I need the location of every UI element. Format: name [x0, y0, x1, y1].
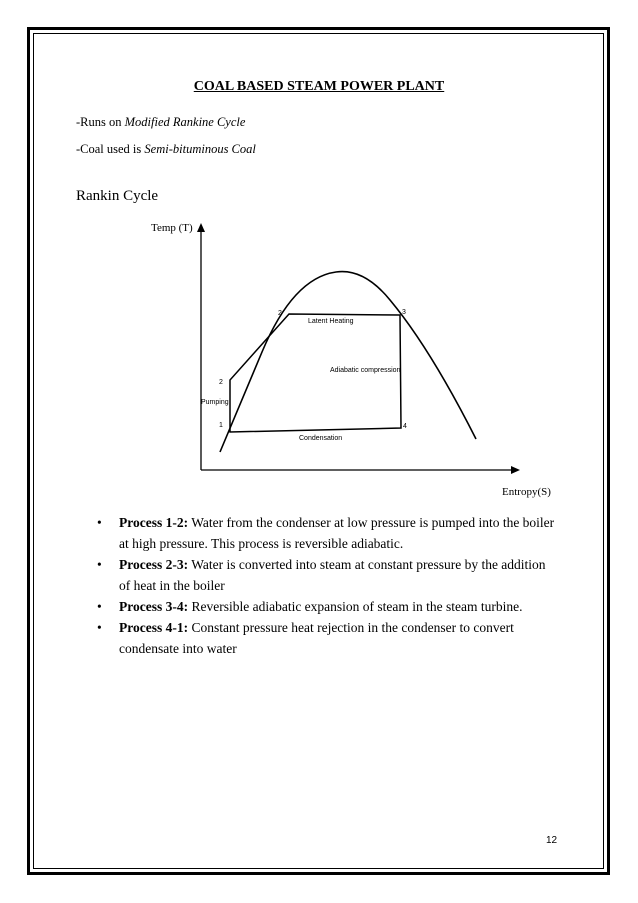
latent-heating-label: Latent Heating — [308, 318, 354, 325]
point-label-2: 2 — [219, 379, 223, 386]
bullet-icon: • — [97, 515, 102, 530]
point-label-2-top: 2 — [278, 310, 282, 317]
process-label: Process 2-3: — [119, 557, 189, 572]
x-axis-label: Entropy(S) — [502, 486, 551, 498]
bullet-icon: • — [97, 599, 102, 614]
process-label: Process 4-1: — [119, 620, 189, 635]
saturation-dome — [220, 272, 476, 452]
y-axis-arrow — [197, 223, 205, 232]
process-text: Constant pressure heat rejection in the condenser to convert condensate into water — [119, 620, 514, 656]
pumping-label: Pumping — [201, 399, 229, 406]
adiabatic-label: Adiabatic compression — [330, 367, 401, 374]
process-list — [97, 512, 557, 659]
point-label-1: 1 — [219, 422, 223, 429]
list-item — [97, 596, 557, 617]
x-axis-arrow — [511, 466, 520, 474]
point-label-3: 3 — [402, 309, 406, 316]
y-axis-label: Temp (T) — [151, 222, 193, 234]
bullet-icon: • — [97, 620, 102, 635]
process-label: Process 3-4: — [119, 599, 189, 614]
process-text: Water is converted into steam at constant pressure by the addition of heat in the boiler — [119, 557, 546, 593]
page-title: COAL BASED STEAM POWER PLANT — [193, 79, 445, 94]
section-heading: Rankin Cycle — [76, 188, 159, 204]
list-item — [97, 512, 557, 554]
condensation-label: Condensation — [299, 435, 343, 442]
list-item — [97, 554, 557, 596]
coal-line-prefix: -Coal used is — [76, 142, 145, 156]
bullet-icon: • — [97, 557, 102, 572]
point-label-4: 4 — [403, 423, 407, 430]
coal-line-value: Semi-bituminous Coal — [144, 142, 256, 156]
process-text: Water from the condenser at low pressure is pumped into the boiler at high pressure. This process is reversible adiabatic. — [119, 515, 555, 551]
list-item — [97, 617, 557, 659]
cycle-line-prefix: -Runs on — [76, 115, 125, 129]
process-label: Process 1-2: — [119, 515, 189, 530]
cycle-line-value: Modified Rankine Cycle — [124, 115, 246, 129]
page-number: 12 — [546, 835, 558, 846]
process-text: Reversible adiabatic expansion of steam in the steam turbine. — [188, 599, 523, 614]
